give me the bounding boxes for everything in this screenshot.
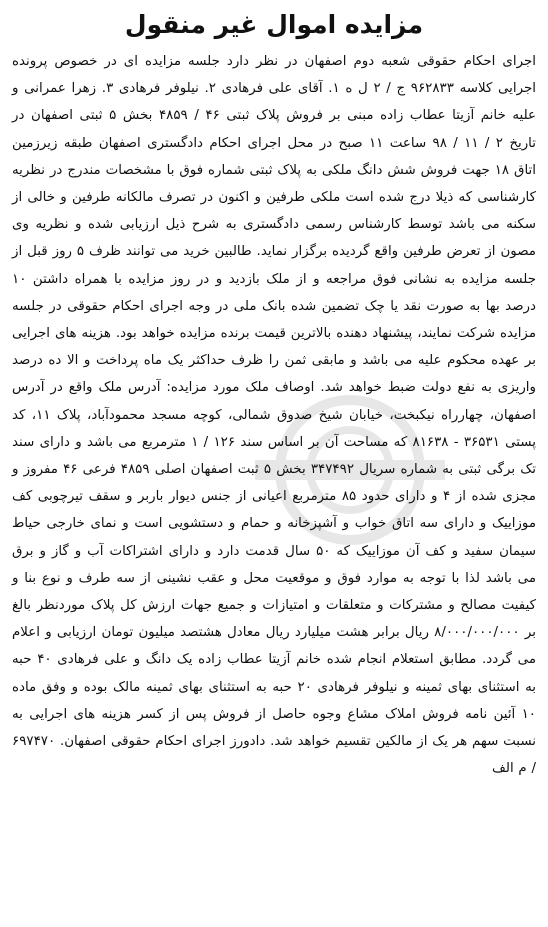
auction-notice — [10, 8, 538, 919]
notice-title: مزایده اموال غیر منقول — [124, 10, 424, 39]
notice-body: اجرای احکام حقوقی شعبه دوم اصفهان در نظر دارد جلسه مزایده ای در خصوص پرونده اجرایی کلاسه ۹۶۲۸۳۳ ج / ۲ ل ه ۱. آقای علی فرهادی ۲. نیلوفر فرهادی ۳. زهرا عمرانی و علیه خانم آزیتا عطاب زاده مبنی بر فروش پلاک ثبتی ۴۶ / ۴۸۵۹ بخش ۵ ثبتی اصفهان در تاریخ ۲ / ۱۱ / ۹۸ ساعت ۱۱ صبح در محل اجرای احکام دادگستری اصفهان طبقه زیرزمین اتاق ۱۸ جهت فروش شش دانگ ملکی به پلاک ثبتی شماره فوق با مشخصات مندرج در نظریه کارشناسی که ذیلا درج شده است ملکی طرفین و اکنون در تصرف مالکانه طرفین و خالی از سکنه می باشد توسط کارشناس رسمی دادگستری به شرح ذیل ارزیابی شده و نظریه وی مصون از تعرض طرفین واقع گردیده برگزار نماید. طالبین خرید می توانند ظرف ۵ روز قبل از جلسه مزایده به نشانی فوق مراجعه و از ملک بازدید و در روز مزایده با همراه داشتن ۱۰ درصد بها به صورت نقد یا چک تضمین شده بانک ملی در وجه اجرای احکام حقوقی در جلسه مزایده شرکت نمایند، پیشنهاد دهنده بالاترین قیمت برنده مزایده خواهد بود. هزینه های اجرایی بر عهده محکوم علیه می باشد و مابقی ثمن را ظرف حداکثر یک ماه پرداخت و الا ده درصد واریزی به نفع دولت ضبط خواهد شد. اوصاف ملک مورد مزایده: آدرس ملک واقع در آدرس اصفهان، چهارراه نیکبخت، خیابان شیخ صدوق شمالی، کوچه مسجد محمودآباد، پلاک ۱۱، کد پستی ۳۶۵۳۱ - ۸۱۶۳۸ که مساحت آن بر اساس سند ۱۲۶ / ۱ مترمربع می باشد و دارای سند تک برگی ثبتی به شماره سریال ۳۴۷۴۹۲ بخش ۵ ثبت اصفهان اصلی ۴۸۵۹ فرعی ۴۶ مفروز و مجزی شده از ۴ و دارای حدود ۸۵ مترمربع اعیانی از جنس دیوار باربر و سقف تیرچوبی کف موزاییک و دارای سه اتاق خواب و آشپزخانه و حمام و دستشویی است و نمای خارجی حیاط سیمان سفید و کف آن موزاییک که ۵۰ سال قدمت دارد و دارای اشتراکات آب و گاز و برق می باشد لذا با توجه به موارد فوق و موقعیت محل و عقب نشینی از سه طرف و نوع بنا و کیفیت مصالح و مشترکات و متعلقات و امتیازات و جمیع جهات ارزش کل پلاک موردنظر بالغ بر ۸/۰۰۰/۰۰۰/۰۰۰ ریال برابر هشت میلیارد ریال معادل هشتصد میلیون تومان ارزیابی و اعلام می گردد. مطابق استعلام انجام شده خانم آزیتا عطاب زاده یک دانگ و علی فرهادی ۴۰ حبه به استثنای بهای ثمینه و نیلوفر فرهادی ۲۰ حبه به استثنای بهای ثمینه مالک بوده و وفق ماده ۱۰ آئین نامه فروش املاک مشاع وجوه حاصل از فروش پس از کسر هزینه های اجرایی به نسبت سهم هر یک از مالکین تقسیم خواهد شد. دادورز اجرای احکام حقوقی اصفهان. ۶۹۷۴۷۰ / م الف — [12, 54, 537, 777]
